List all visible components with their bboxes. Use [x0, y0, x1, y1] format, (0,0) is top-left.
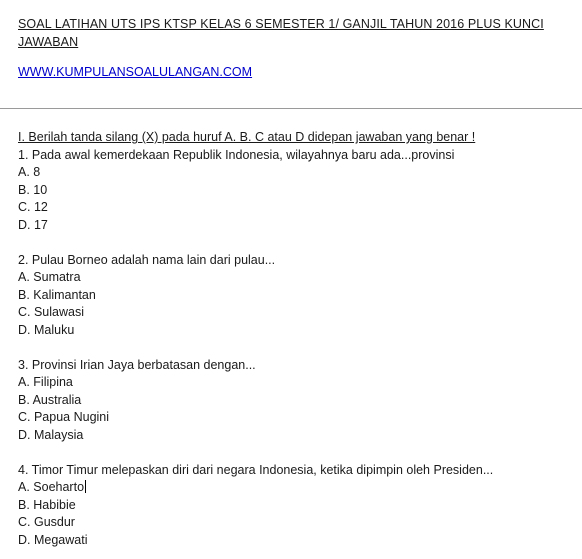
question-2: 2. Pulau Borneo adalah nama lain dari pulau...	[18, 252, 276, 267]
option-4a-text: A. Soeharto	[18, 480, 85, 494]
option-2c: C. Sulawasi	[18, 305, 84, 319]
option-3c: C. Papua Nugini	[18, 410, 110, 424]
horizontal-divider	[0, 108, 582, 109]
option-4c: C. Gusdur	[18, 515, 75, 529]
option-3b: B. Australia	[18, 392, 82, 407]
blank-line	[18, 234, 578, 252]
option-1c: C. 12	[18, 200, 48, 214]
option-3a: A. Filipina	[18, 375, 73, 389]
website-link[interactable]: WWW.KUMPULANSOALULANGAN.COM	[18, 65, 253, 79]
blank-line	[18, 339, 578, 357]
option-4b: B. Habibie	[18, 497, 76, 512]
document-title: SOAL LATIHAN UTS IPS KTSP KELAS 6 SEMESTER 1/ GANJIL TAHUN 2016 PLUS KUNCI JAWABAN	[18, 17, 544, 49]
option-3d: D. Malaysia	[18, 427, 84, 442]
option-2b: B. Kalimantan	[18, 287, 96, 302]
text-cursor	[85, 480, 86, 493]
option-4d: D. Megawati	[18, 532, 88, 547]
blank-line	[18, 444, 578, 462]
option-2a: A. Sumatra	[18, 270, 81, 284]
option-1a: A. 8	[18, 165, 41, 179]
option-2d: D. Maluku	[18, 322, 75, 337]
option-4a	[18, 479, 578, 497]
instruction-text: I. Berilah tanda silang (X) pada huruf A. B. C atau D didepan jawaban yang benar !	[18, 130, 476, 144]
document-header	[18, 15, 578, 81]
question-body	[18, 129, 578, 549]
option-1b: B. 10	[18, 182, 48, 197]
question-1: 1. Pada awal kemerdekaan Republik Indonesia, wilayahnya baru ada...provinsi	[18, 147, 455, 162]
question-3: 3. Provinsi Irian Jaya berbatasan dengan...	[18, 357, 256, 372]
option-1d: D. 17	[18, 217, 48, 232]
question-4: 4. Timor Timur melepaskan diri dari negara Indonesia, ketika dipimpin oleh Presiden...	[18, 462, 494, 477]
